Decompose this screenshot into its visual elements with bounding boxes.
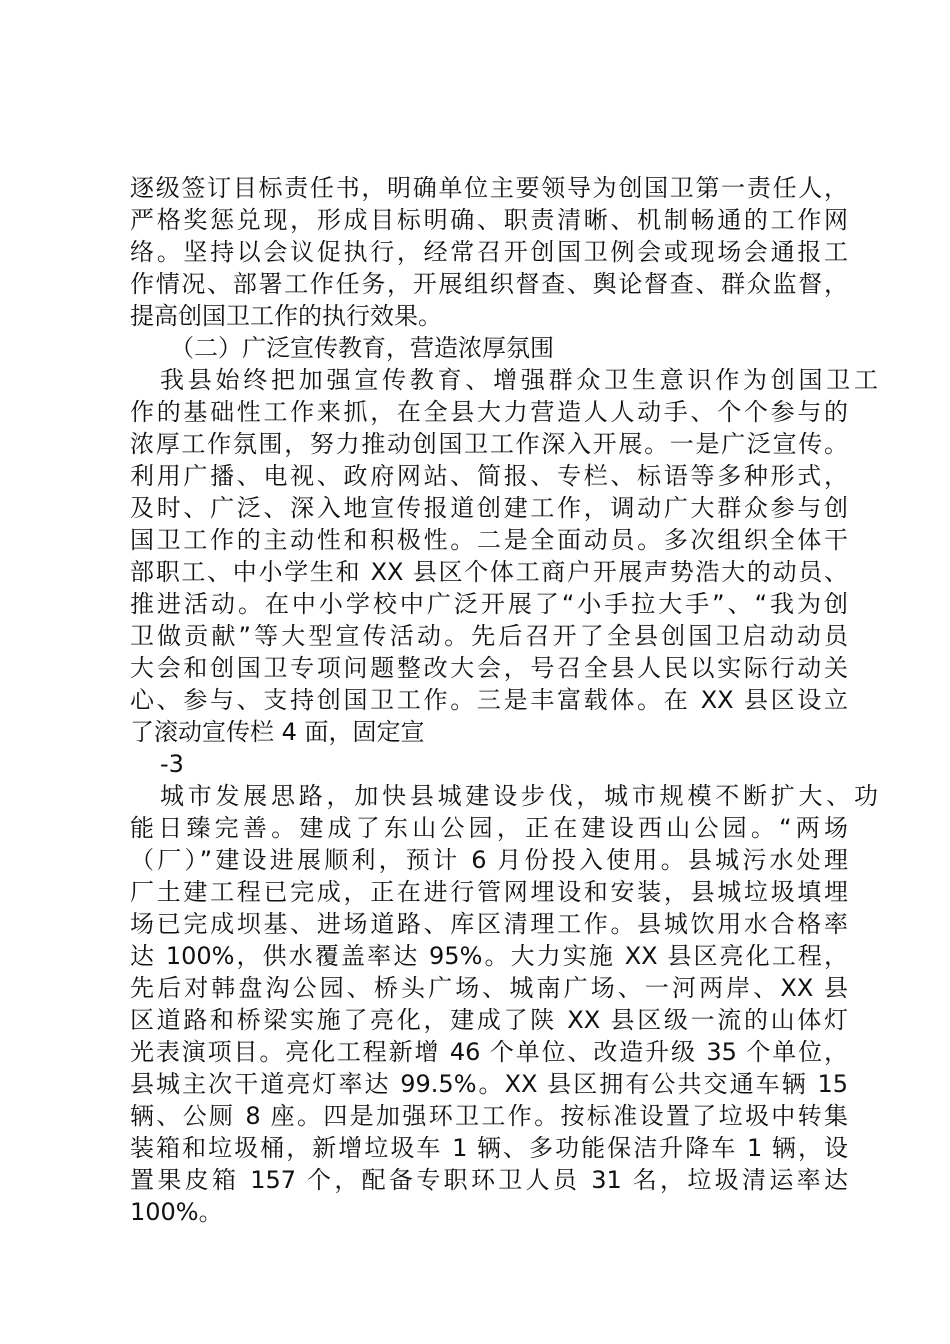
text-line: 卫做贡献”等大型宣传活动。先后召开了全县创国卫启动动员 bbox=[130, 622, 848, 650]
section-heading: （二）广泛宣传教育，营造浓厚氛围 bbox=[170, 334, 554, 362]
text-line: 先后对韩盘沟公园、桥头广场、城南广场、一河两岸、XX 县 bbox=[130, 974, 848, 1002]
text-line: 场已完成坝基、进场道路、库区清理工作。县城饮用水合格率 bbox=[130, 910, 848, 938]
text-line: 络。坚持以会议促执行，经常召开创国卫例会或现场会通报工 bbox=[130, 238, 848, 266]
paragraph-first-line: 城市发展思路，加快县城建设步伐，城市规模不断扩大、功 bbox=[160, 782, 878, 810]
text-line: 及时、广泛、深入地宣传报道创建工作，调动广大群众参与创 bbox=[130, 494, 848, 522]
text-line: 达 100%，供水覆盖率达 95%。大力实施 XX 县区亮化工程， bbox=[130, 942, 848, 970]
text-line: 心、参与、支持创国卫工作。三是丰富载体。在 XX 县区设立 bbox=[130, 686, 848, 714]
text-line: 部职工、中小学生和 XX 县区个体工商户开展声势浩大的动员、 bbox=[130, 558, 848, 586]
text-line: 辆、公厕 8 座。四是加强环卫工作。按标准设置了垃圾中转集 bbox=[130, 1102, 848, 1130]
text-line: 推进活动。在中小学校中广泛开展了“小手拉大手”、“我为创 bbox=[130, 590, 848, 618]
document-body bbox=[130, 172, 878, 1228]
text-line: 大会和创国卫专项问题整改大会，号召全县人民以实际行动关 bbox=[130, 654, 848, 682]
text-line: 作的基础性工作来抓，在全县大力营造人人动手、个个参与的 bbox=[130, 398, 848, 426]
text-line: 光表演项目。亮化工程新增 46 个单位、改造升级 35 个单位， bbox=[130, 1038, 848, 1066]
text-line: 逐级签订目标责任书，明确单位主要领导为创国卫第一责任人， bbox=[130, 174, 848, 202]
text-line: 置果皮箱 157 个，配备专职环卫人员 31 名，垃圾清运率达 bbox=[130, 1166, 848, 1194]
text-line: 了滚动宣传栏 4 面，固定宣 bbox=[130, 718, 425, 746]
text-line: 100%。 bbox=[130, 1198, 223, 1226]
text-line: 装箱和垃圾桶，新增垃圾车 1 辆、多功能保洁升降车 1 辆，设 bbox=[130, 1134, 848, 1162]
text-line: 能日臻完善。建成了东山公园，正在建设西山公园。“两场 bbox=[130, 814, 848, 842]
text-line: 国卫工作的主动性和积极性。二是全面动员。多次组织全体干 bbox=[130, 526, 848, 554]
paragraph-first-line: 我县始终把加强宣传教育、增强群众卫生意识作为创国卫工 bbox=[160, 366, 878, 394]
text-line: 利用广播、电视、政府网站、简报、专栏、标语等多种形式， bbox=[130, 462, 848, 490]
text-line: 县城主次干道亮灯率达 99.5%。XX 县区拥有公共交通车辆 15 bbox=[130, 1070, 848, 1098]
text-line: （厂）”建设进展顺利，预计 6 月份投入使用。县城污水处理 bbox=[130, 846, 848, 874]
text-line: 严格奖惩兑现，形成目标明确、职责清晰、机制畅通的工作网 bbox=[130, 206, 848, 234]
text-line: 厂土建工程已完成，正在进行管网埋设和安装，县城垃圾填埋 bbox=[130, 878, 848, 906]
text-line: 区道路和桥梁实施了亮化，建成了陕 XX 县区级一流的山体灯 bbox=[130, 1006, 848, 1034]
text-line: 浓厚工作氛围，努力推动创国卫工作深入开展。一是广泛宣传。 bbox=[130, 430, 848, 458]
text-line: 提高创国卫工作的执行效果。 bbox=[130, 302, 442, 330]
text-line: 作情况、部署工作任务，开展组织督查、舆论督查、群众监督， bbox=[130, 270, 848, 298]
page-number: -3 bbox=[160, 750, 184, 778]
